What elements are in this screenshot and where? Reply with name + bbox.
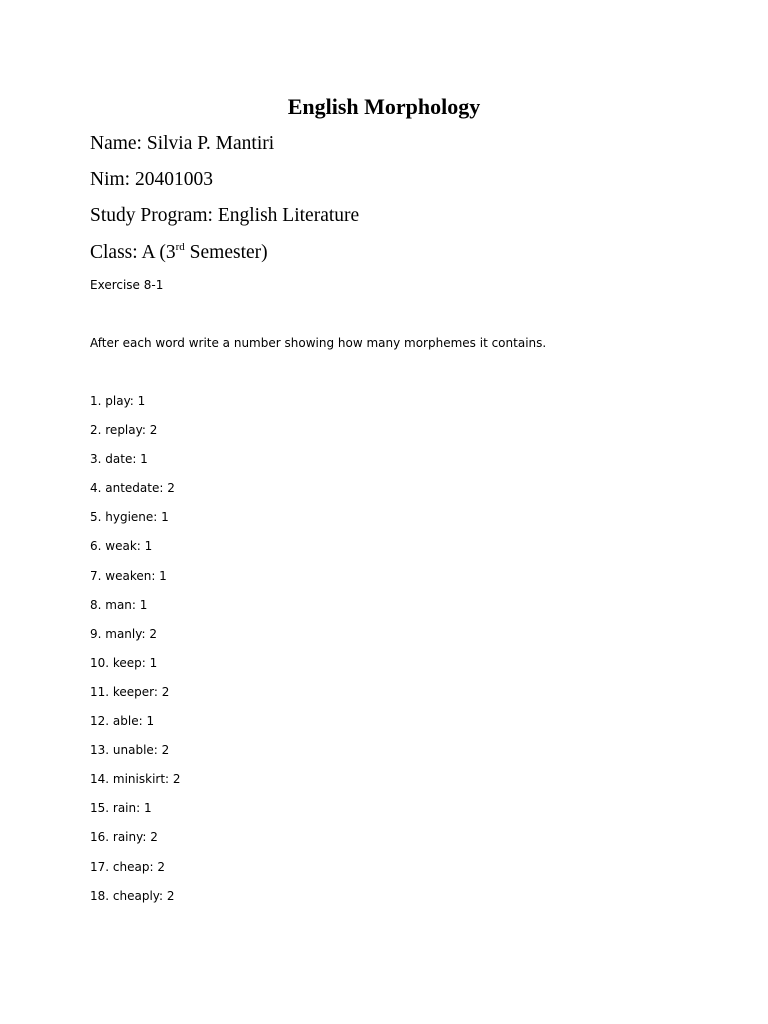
class-info-main: Class: A (3 bbox=[90, 242, 176, 263]
answer-item: 13. unable: 2 bbox=[90, 743, 170, 758]
class-info-rest: Semester) bbox=[184, 242, 268, 263]
study-program: Study Program: English Literature bbox=[90, 205, 360, 226]
answer-item: 5. hygiene: 1 bbox=[90, 510, 169, 525]
answer-item: 8. man: 1 bbox=[90, 597, 148, 612]
class-info-superscript: rd bbox=[175, 241, 185, 253]
answer-item: 9. manly: 2 bbox=[90, 626, 157, 641]
answer-item: 4. antedate: 2 bbox=[90, 481, 175, 496]
student-name: Name: Silvia P. Mantiri bbox=[90, 133, 275, 154]
answer-list bbox=[90, 393, 181, 917]
answer-item: 3. date: 1 bbox=[90, 452, 148, 467]
exercise-instruction: After each word write a number showing how many morphemes it contains. bbox=[90, 336, 547, 350]
exercise-label: Exercise 8-1 bbox=[90, 278, 164, 292]
answer-item: 1. play: 1 bbox=[90, 394, 146, 408]
class-info bbox=[90, 240, 268, 268]
answer-item: 7. weaken: 1 bbox=[90, 568, 167, 583]
answer-item: 16. rainy: 2 bbox=[90, 830, 158, 845]
answer-item: 12. able: 1 bbox=[90, 714, 155, 729]
student-nim: Nim: 20401003 bbox=[90, 169, 213, 190]
document-title: English Morphology bbox=[287, 94, 481, 119]
answer-item: 14. miniskirt: 2 bbox=[90, 772, 181, 787]
answer-item: 2. replay: 2 bbox=[90, 423, 158, 438]
answer-item: 18. cheaply: 2 bbox=[90, 888, 175, 903]
answer-item: 17. cheap: 2 bbox=[90, 859, 165, 874]
answer-item: 6. weak: 1 bbox=[90, 539, 153, 554]
answer-item: 15. rain: 1 bbox=[90, 801, 152, 816]
answer-item: 11. keeper: 2 bbox=[90, 684, 170, 699]
answer-item: 10. keep: 1 bbox=[90, 655, 158, 670]
